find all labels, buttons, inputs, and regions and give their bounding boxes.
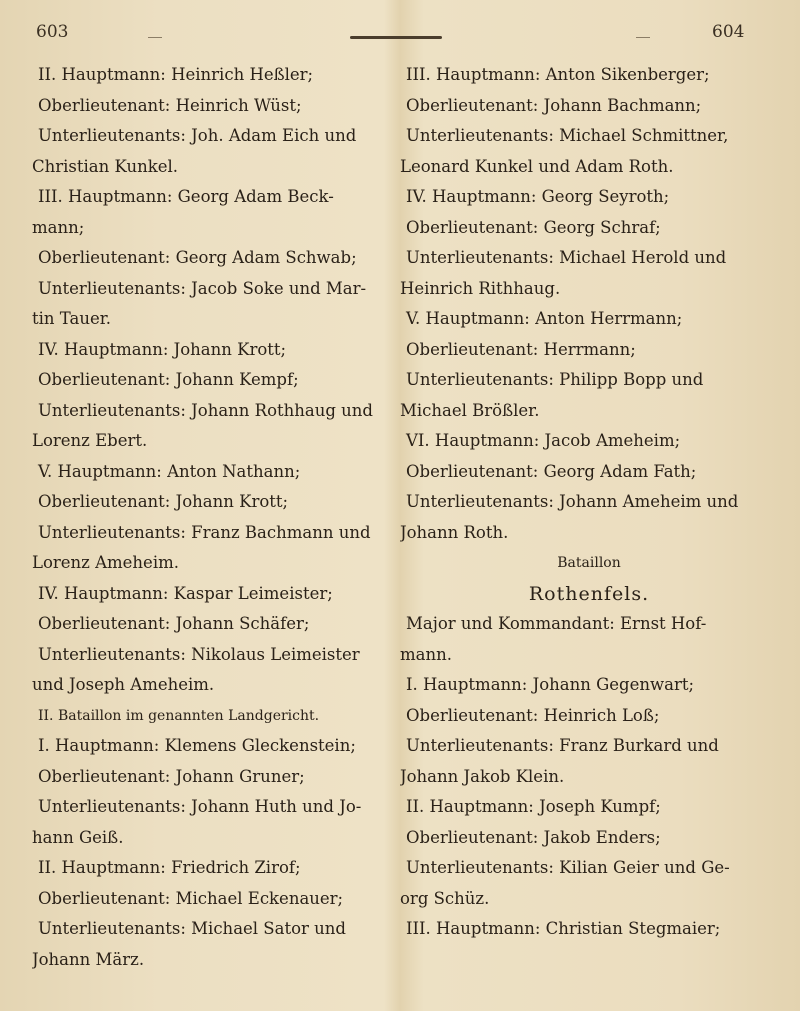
left-column-text-line: Unterlieutenants: Franz Bachmann und [38, 522, 371, 542]
left-column-text-line: II. Bataillon im genannten Landgericht. [38, 707, 320, 724]
right-column-text-line: Unterlieutenants: Michael Herold und [406, 248, 727, 267]
right-column-text-line: Michael Brößler. [400, 400, 540, 420]
left-column-text-line: Oberlieutenant: Johann Kempf; [38, 370, 299, 389]
right-column-text-line: Unterlieutenants: Philipp Bopp und [406, 370, 704, 389]
left-column-text-line: mann; [32, 217, 85, 237]
left-column-text-line: Unterlieutenants: Michael Sator und [38, 919, 346, 938]
right-column-text-line: III. Hauptmann: Christian Stegmaier; [406, 919, 721, 938]
right-column-text-line: Oberlieutenant: Heinrich Loß; [406, 705, 660, 725]
left-column-text-line: IV. Hauptmann: Johann Krott; [38, 339, 287, 359]
right-column-text-line: I. Hauptmann: Johann Gegenwart; [406, 675, 695, 694]
left-column-text-line: hann Geiß. [32, 827, 124, 847]
page-number-right: 604 [712, 22, 745, 42]
left-column-text-line: Christian Kunkel. [32, 156, 179, 176]
left-column-text-line: Unterlieutenants: Johann Rothhaug und [38, 400, 373, 420]
left-column-text-line: Johann März. [32, 949, 145, 969]
left-column-text-line: Oberlieutenant: Michael Eckenauer; [38, 888, 344, 908]
right-column-text-line: II. Hauptmann: Joseph Kumpf; [406, 797, 661, 816]
left-column-text-line: Oberlieutenant: Georg Adam Schwab; [38, 248, 357, 267]
left-column-text-line: II. Hauptmann: Heinrich Heßler; [38, 65, 314, 84]
left-column-text-line: I. Hauptmann: Klemens Gleckenstein; [38, 736, 356, 755]
left-column-text-line: II. Hauptmann: Friedrich Zirof; [38, 858, 301, 877]
header-rule [350, 36, 442, 39]
left-column-text-line: Oberlieutenant: Heinrich Wüst; [38, 95, 302, 115]
right-column-text-line: Unterlieutenants: Johann Ameheim und [406, 492, 739, 511]
left-column-text-line: III. Hauptmann: Georg Adam Beck- [38, 187, 334, 206]
right-column-text-line: Unterlieutenants: Michael Schmittner, [406, 126, 729, 145]
right-column-text-line: Oberlieutenant: Herrmann; [406, 339, 636, 359]
right-column-text-line: V. Hauptmann: Anton Herrmann; [406, 309, 683, 328]
left-column-text-line: Oberlieutenant: Johann Schäfer; [38, 614, 310, 633]
right-column [400, 60, 778, 945]
page-number-left: 603 [36, 22, 69, 42]
left-column-text-line: Unterlieutenants: Joh. Adam Eich und [38, 126, 357, 145]
left-column-text-line: tin Tauer. [32, 309, 112, 328]
left-column-text-line: Unterlieutenants: Nikolaus Leimeister [38, 644, 360, 664]
right-column-text-line: Johann Roth. [400, 522, 509, 542]
left-column-text-line: Unterlieutenants: Jacob Soke und Mar- [38, 278, 367, 298]
right-column-text-line: VI. Hauptmann: Jacob Ameheim; [406, 431, 681, 450]
left-column-text-line: Oberlieutenant: Johann Gruner; [38, 766, 305, 786]
left-column-text-line: Oberlieutenant: Johann Krott; [38, 492, 289, 511]
right-column-text-line: III. Hauptmann: Anton Sikenberger; [406, 65, 710, 84]
left-column-text-line: und Joseph Ameheim. [32, 675, 215, 694]
left-column-text-line: V. Hauptmann: Anton Nathann; [38, 461, 301, 481]
left-column-text-line: Lorenz Ameheim. [32, 553, 179, 572]
right-column-text-line: Oberlieutenant: Jakob Enders; [406, 827, 661, 847]
header-tick-left [148, 37, 162, 38]
left-column-text-line: Lorenz Ebert. [32, 431, 148, 450]
right-column-text-line: Heinrich Rithhaug. [400, 278, 561, 298]
right-column-text-line: Johann Jakob Klein. [400, 766, 565, 786]
right-column-text-line: Rothenfels. [528, 582, 650, 605]
right-column-text-line: Oberlieutenant: Johann Bachmann; [406, 95, 702, 115]
right-column-text-line: IV. Hauptmann: Georg Seyroth; [406, 187, 670, 206]
header-tick-right [636, 37, 650, 38]
left-column-text-line: Unterlieutenants: Johann Huth und Jo- [38, 797, 362, 816]
right-column-text-line: Major und Kommandant: Ernst Hof- [406, 614, 707, 633]
right-column-text-line: Unterlieutenants: Kilian Geier und Ge- [406, 858, 730, 877]
right-column-text-line: Leonard Kunkel und Adam Roth. [400, 156, 674, 176]
right-column-text-line: mann. [400, 644, 452, 664]
left-column-text-line: IV. Hauptmann: Kaspar Leimeister; [38, 583, 333, 603]
right-column-text-line: org Schüz. [400, 888, 490, 908]
right-column-text-line: Bataillon [557, 555, 621, 571]
right-column-text-line: Unterlieutenants: Franz Burkard und [406, 736, 719, 755]
left-column [32, 60, 392, 975]
right-column-text-line: Oberlieutenant: Georg Adam Fath; [406, 461, 697, 481]
right-column-text-line: Oberlieutenant: Georg Schraf; [406, 217, 661, 237]
